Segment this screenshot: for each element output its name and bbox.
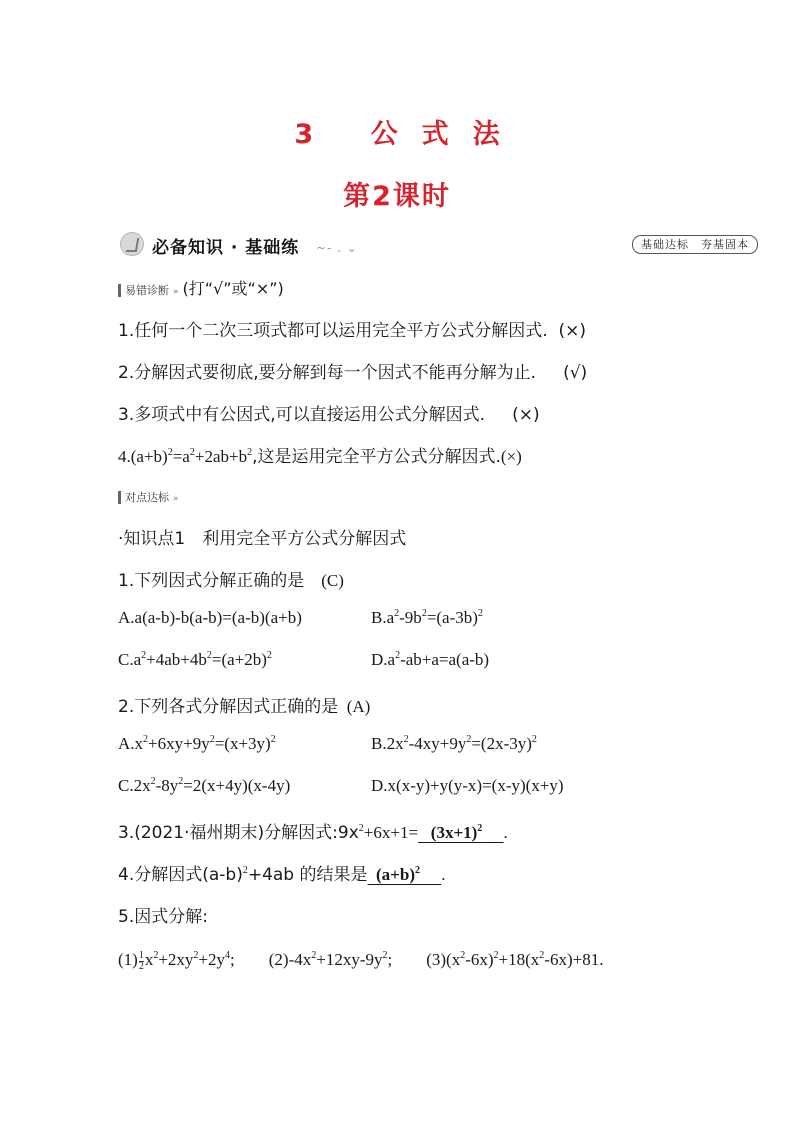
judge-mark: (×) xyxy=(512,405,540,425)
q1-option-c: $C.a^2+4ab+4b^2=(a+2b)^2$ xyxy=(118,650,272,669)
chevron-right-icon: » xyxy=(173,494,179,504)
answer: (C) xyxy=(321,571,344,590)
q1-option-a: A.a(a-b)-b(a-b)=(a-b)(a+b) xyxy=(118,608,302,627)
judge-item-1: 1.任何一个二次三项式都可以运用完全平方公式分解因式. (×) xyxy=(118,321,586,341)
q5-part-2: $(2)-4x^2+12xy-9y^2$; xyxy=(268,950,393,969)
judge-mark: (×) xyxy=(500,447,522,466)
question-2-stem: 2.下列各式分解因式正确的是 (A) xyxy=(118,697,371,717)
q5-part-3: $(3)(x^2-6x)^2+18(x^2-6x)+81$. xyxy=(426,950,604,969)
judge-tag: 易错诊断 » xyxy=(118,284,179,297)
judge-item-2: 2.分解因式要彻底,要分解到每一个因式不能再分解为止. (√) xyxy=(118,363,588,383)
judge-tag-row xyxy=(118,276,284,299)
section-badge-icon xyxy=(120,232,144,256)
section-title: 必备知识 · 基础练 xyxy=(152,238,300,258)
q2-option-c: $C.2x^2-8y^2=2(x+4y)(x-4y)$ xyxy=(118,776,291,795)
question-3: 3.(2021·福州期末)分解因式$:9x^2+6x+1=$ $(3x+1)^2$ . xyxy=(118,823,508,843)
knowledge-point: ·知识点1 利用完全平方公式分解因式 xyxy=(118,529,407,549)
level-badge: 基础达标 夯基固本 xyxy=(632,235,758,254)
question-1-stem: 1.下列因式分解正确的是 (C) xyxy=(118,571,344,591)
question-5-parts xyxy=(118,950,603,972)
practice-tag: 对点达标 » xyxy=(118,491,179,504)
q2-option-d: D.x(x-y)+y(y-x)=(x-y)(x+y) xyxy=(371,776,564,795)
q2-option-b: $B.2x^2-4xy+9y^2=(2x-3y)^2$ xyxy=(371,734,537,753)
question-4: 4.分解因式$(a-b)^2+4ab$ 的结果是 $(a+b)^2$ . xyxy=(118,865,446,885)
judge-instruction: (打“√”或“×”) xyxy=(182,279,284,298)
practice-tag-row xyxy=(118,488,179,506)
answer: (A) xyxy=(346,697,371,716)
fraction: $\frac{1}{2}$ xyxy=(138,949,144,972)
q5-part-1: (1) $\frac{1}{2}$ $x^2+2xy^2+2y^4$; xyxy=(118,949,235,972)
lesson-subtitle: 第2课时 xyxy=(343,181,451,212)
answer-blank: $(3x+1)^2$ xyxy=(430,823,483,842)
wave-decoration: ~- . ⌄ xyxy=(316,241,358,255)
q1-option-d: $D.a^2-ab+a=a(a-b)$ xyxy=(371,650,490,669)
answer-blank: $(a+b)^2$ xyxy=(376,865,420,884)
question-5-stem: 5.因式分解: xyxy=(118,907,208,927)
judge-mark: (√) xyxy=(563,363,588,383)
q1-option-b: $B.a^2-9b^2=(a-3b)^2$ xyxy=(371,608,483,627)
chevron-right-icon: » xyxy=(173,287,179,297)
judge-item-4: $4.(a+b)^2=a^2+2ab+b^2$,这是运用完全平方公式分解因式.(×) xyxy=(118,447,522,467)
lesson-title: 3 公式法 xyxy=(294,119,524,150)
judge-mark: (×) xyxy=(558,321,586,341)
section-header xyxy=(118,232,758,256)
q2-option-a: $A.x^2+6xy+9y^2=(x+3y)^2$ xyxy=(118,734,276,753)
judge-item-3: 3.多项式中有公因式,可以直接运用公式分解因式. (×) xyxy=(118,405,540,425)
